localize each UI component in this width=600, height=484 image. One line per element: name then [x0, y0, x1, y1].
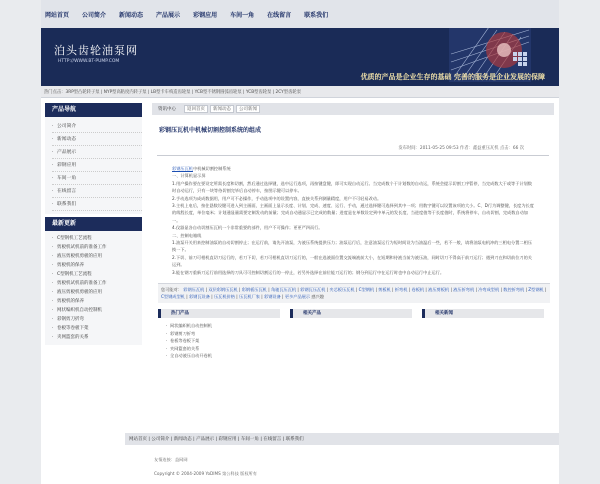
list-item[interactable]: · 剪板机试机前的准备工作 — [52, 243, 142, 252]
hot-links[interactable]: 热门点击：3RP型凸轮转子泵 | NYP型高粘度内转子泵 | LB型卡车构造齿轮泵 | YCB型不锈钢圆弧齿轮泵 | YCB型齿轮泵 | 2CY型齿轮泵 — [44, 89, 301, 95]
sidebar-item-contact[interactable]: · 联系我们 — [52, 198, 142, 211]
sidebar-news-title: 最新更新 — [45, 217, 142, 231]
banner-slogan: 优质的产品是企业生存的基础 完善的服务是企业发展的保障 — [360, 73, 545, 81]
tag-separator: | — [234, 293, 240, 299]
tag-separator: | — [499, 287, 504, 293]
tag-separator: | — [524, 287, 529, 293]
hot-products — [158, 309, 280, 360]
tag-separator: | — [296, 287, 301, 293]
list-item[interactable]: · C型钢机工艺流程 — [52, 234, 142, 243]
list-item[interactable]: · C型钢机工艺流程 — [52, 270, 142, 279]
nav-applications[interactable]: 彩钢应用 — [193, 11, 218, 19]
article-first-line — [172, 165, 536, 172]
list-item[interactable]: · 网状编织机自动控制机 — [166, 322, 280, 330]
list-item[interactable]: · 夹网篮套的关系 — [52, 333, 142, 342]
footer-links[interactable]: 友情连接：益网网 — [154, 457, 188, 462]
tag-separator: | — [209, 293, 214, 299]
tag-list — [161, 287, 546, 299]
tag-separator: | — [184, 293, 189, 299]
tag-link[interactable]: 彩钢板压瓦机 — [241, 287, 267, 293]
tag-link[interactable]: 彩钢压瓦机 — [183, 287, 205, 293]
list-item[interactable]: · 网状编织机自动控制机 — [52, 306, 142, 315]
list-item[interactable]: · 全自动液压自动开卷机 — [166, 352, 280, 360]
tag-separator: | — [266, 287, 271, 293]
nav-workshop[interactable]: 车间一角 — [230, 11, 255, 19]
hot-products-title: 热门产品 — [158, 309, 280, 318]
related-section — [158, 309, 554, 360]
article-text: 中机械切割控制系统 — [192, 166, 231, 171]
sidebar-news-list — [45, 231, 142, 345]
footer-copyright: Copyright © 2004-2009 YoDIMS 第公科技 版权所有 — [154, 471, 257, 476]
sidebar-item-products[interactable]: · 产品展示 — [52, 146, 142, 159]
sidebar-nav-list — [45, 117, 142, 214]
tag-link[interactable]: C型钢成型机 — [161, 293, 185, 299]
breadcrumb-label: 资讯中心 — [158, 107, 176, 112]
tag-separator: | — [259, 293, 265, 299]
related-news — [422, 309, 544, 360]
tag-link[interactable]: 数控折弯机 — [503, 287, 525, 293]
tag-link[interactable]: 角驰瓦压瓦机 — [270, 287, 297, 293]
nav-message[interactable]: 在线留言 — [267, 11, 292, 19]
page — [41, 0, 559, 484]
related-news-title: 相关新闻 — [422, 309, 544, 318]
sidebar-item-workshop[interactable]: · 车间一角 — [52, 172, 142, 185]
nav-contact[interactable]: 联系我们 — [304, 11, 329, 19]
tag-link[interactable]: 彩钢设备 — [264, 293, 281, 299]
tag-link[interactable]: Z型钢机 — [528, 287, 544, 293]
related-tags — [158, 283, 550, 303]
tag-link[interactable]: 折弯机 — [394, 287, 408, 293]
tag-link[interactable]: C型钢机 — [358, 287, 375, 293]
sidebar-item-applications[interactable]: · 彩钢应用 — [52, 159, 142, 172]
tag-separator: | — [354, 287, 359, 293]
tag-separator: | — [280, 293, 285, 299]
list-item[interactable]: · 卷板等卷板下架 — [166, 337, 280, 345]
sidebar-item-about[interactable]: · 公司简介 — [52, 120, 142, 133]
list-item[interactable]: · 剪板机试机前的准备工作 — [52, 279, 142, 288]
tag-separator: | — [390, 287, 395, 293]
article-paragraph: 2.下切、前刀可相机直切刀运行的，若刀下切，若刀可相机直切刀运行的，一般在选液面位置交流端液前大小，在短期和待液当前为液压油，同时切刀不得高于前刀运行；遇到刀在和切前位刀的关运到。 — [172, 254, 532, 268]
tag-link[interactable]: 压瓦机价格 — [213, 293, 235, 299]
list-item[interactable]: · 液压剪板机剪板的应用 — [52, 288, 142, 297]
article-paragraph: 3.主机上电后，按住悬数设键可进入到主画面，主画面上显示长度、计划、完成、速度、运行、手动，通过选择键可选择到其中一项；用数字键可以设置该项的大小。C、D行为调整键，长度为长度的线程长度，单位毫米；计划通显量需要定制发动的前量；完成自动通显示已完成的数量；进度是在单数设定到中单元的发长度，当进度值等于长度值时，系统将停车，自动切割，完成数自动加一。 — [172, 203, 534, 223]
list-item[interactable]: · 夹网篮套的关系 — [166, 345, 280, 353]
tag-separator: | — [374, 287, 379, 293]
tag-link[interactable]: 彩钢瓦设备 — [188, 293, 210, 299]
tag-separator: | — [237, 287, 242, 293]
article-paragraph: 3.能在钢刀重新刀运行前用选择的刀具可可控制切割运行的一停止，若另外选择在前位能刀运行的；钢分到运行中在运行时也中自动运行中止运行。 — [172, 269, 445, 275]
tag-separator: | — [204, 287, 209, 293]
article-paragraph: 一、计算机显示屏 — [172, 173, 206, 179]
top-nav — [41, 0, 559, 28]
tag-separator: | — [449, 287, 454, 293]
article-paragraph: 2.手动选项为成成数据用，用户可不必操作，手动选项中的设置内容，直接关系到测量精度，用户不可轻易改动。 — [172, 195, 382, 201]
tags-label: 您可能对： — [161, 287, 182, 293]
banner — [41, 28, 559, 86]
content-area — [152, 103, 554, 360]
nav-news[interactable]: 新闻动态 — [119, 11, 144, 19]
tag-separator: | — [424, 287, 429, 293]
site-logo[interactable]: 泊头齿轮油泵网 — [54, 44, 138, 57]
tag-link[interactable]: 剪板机 — [378, 287, 391, 293]
list-item[interactable]: · 剪板机的保养 — [52, 261, 142, 270]
breadcrumb-news[interactable]: 新闻动态 — [210, 105, 234, 113]
tag-link[interactable]: 彩钢瓦压瓦机 — [300, 287, 326, 293]
article-paragraph: 二、控制电箱线 — [172, 232, 202, 238]
divider — [157, 155, 549, 156]
sidebar — [45, 103, 142, 360]
nav-home[interactable]: 网站首页 — [45, 11, 70, 19]
site-url: HTTP://WWW.BT-PUMP.COM — [58, 59, 120, 64]
tag-link[interactable]: 卷板机 — [411, 287, 425, 293]
tag-link[interactable]: 液压剪板机 — [428, 287, 450, 293]
list-item[interactable]: · 卷板等卷板下架 — [52, 324, 142, 333]
hot-products-list — [158, 318, 280, 360]
main-area — [41, 103, 559, 360]
tag-separator: | — [407, 287, 412, 293]
list-item[interactable]: · 彩钢剪刀折弯 — [52, 315, 142, 324]
article-paragraph: 4.仪器显各自动切割压瓦机一个非常重要的部件，用户不可操作；更更严四而行。 — [172, 225, 323, 231]
tag-link[interactable]: 冷弯成型机 — [478, 287, 500, 293]
article-meta: 发布时间：2011-05-25 09:53 作者：鑫益重压瓦机 点击：66 次 — [398, 146, 524, 151]
nav-products[interactable]: 产品展示 — [156, 11, 181, 19]
tag-link[interactable]: 更多产品展示 — [284, 293, 311, 299]
tag-separator: | — [543, 287, 547, 293]
article-title: 彩钢压瓦机中机械切割控制系统的组成 — [159, 127, 262, 134]
tag-link[interactable]: 双层彩钢压瓦机 — [208, 287, 238, 293]
tag-link[interactable]: 压瓦机厂家 — [239, 293, 260, 299]
footer-nav[interactable]: 网站首页 | 公司简介 | 新闻动态 | 产品展示 | 彩钢应用 | 车间一角 | 在线留言 | 联系我们 — [125, 433, 559, 445]
article-body — [172, 165, 536, 276]
tag-separator: | — [325, 287, 330, 293]
sidebar-nav-title: 产品导航 — [45, 103, 142, 117]
article-link[interactable]: 彩钢压瓦机 — [172, 166, 193, 171]
list-item[interactable]: · 彩钢剪刀折弯 — [166, 330, 280, 338]
list-item[interactable]: · 剪板机的保养 — [52, 297, 142, 306]
breadcrumb-home[interactable]: 返回首页 — [184, 105, 208, 113]
related-products — [290, 309, 412, 360]
tag-separator: | — [474, 287, 479, 293]
breadcrumb — [152, 103, 554, 115]
article-paragraph: 1.油泵开关用来控制油泵的自动切割停止；在运行前，请先开油泵，为液压系统提供压力；油泵运行后，注意油泵运行为短时间设为当油温后一些，若不一般，请将油泵电机冲的三相电分置二相压换一下。 — [172, 240, 532, 253]
list-item[interactable]: · 液压剪板机剪板的应用 — [52, 252, 142, 261]
sidebar-item-news[interactable]: · 新闻动态 — [52, 133, 142, 146]
tag-link[interactable]: 夹芯板压瓦机 — [329, 287, 355, 293]
sidebar-item-message[interactable]: · 在线留言 — [52, 185, 142, 198]
tag-link[interactable]: 液压折弯机 — [453, 287, 475, 293]
article-paragraph: 1.用户操作要在要设定所需长度和切割，然后通过选择键，选中运行选项，再按键盘键，即可实现自动运行。当完成数个于计划数的自动运，系统会提示切割工序暂停，当完成数大于或等于计划数时自动运行，只有一块等待切割完毕后自动停车，按图示键可以停车。 — [172, 180, 532, 194]
nav-about[interactable]: 公司简介 — [82, 11, 107, 19]
hot-links-bar — [41, 86, 559, 98]
related-products-title: 相关产品 — [290, 309, 412, 318]
tags-suffix: 感兴趣 — [311, 293, 324, 299]
breadcrumb-company-news[interactable]: 公司新闻 — [236, 105, 260, 113]
